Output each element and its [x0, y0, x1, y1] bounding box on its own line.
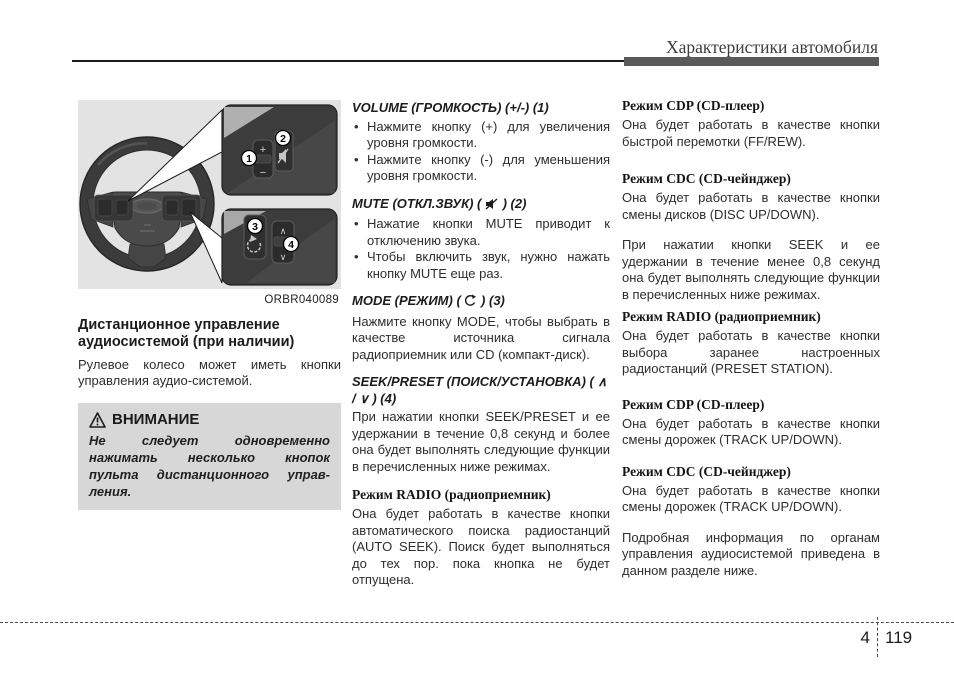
page-title: Характеристики автомобиля: [665, 37, 878, 57]
section-cdc-mode: [622, 170, 880, 223]
svg-text:1: 1: [246, 153, 252, 165]
column-left: [78, 100, 341, 510]
section-body: Она будет работать в качестве кнопки автоматического поиска радиостанций (AUTO SEEK). Поиск будет выполняться до тех пор. пока кнопка не будет отпущена.: [352, 506, 610, 587]
callout-3: [248, 219, 263, 234]
section-heading: MODE (РЕЖИМ) ( ) (3): [352, 293, 610, 312]
section-cdc-mode-2: [622, 463, 880, 516]
section-heading: Режим CDC (CD-чейнджер): [622, 463, 791, 479]
section-body: Она будет работать в качестве кнопки быстрой перемотки (FF/REW).: [622, 117, 880, 149]
paragraph-more-info: Подробная информация по органам управления аудиосистемой приведена в данном разделе ниже.: [622, 529, 880, 578]
chapter-number: 4: [860, 628, 870, 647]
section-heading: Режим CDP (CD-плеер): [622, 396, 765, 412]
list-item: • Нажатие кнопки MUTE приводит к отключению звука.: [354, 216, 610, 248]
figure-caption: ORBR040089: [264, 294, 339, 306]
section-heading: Режим CDC (CD-чейнджер): [622, 171, 791, 186]
section-heading: Режим RADIO (радиоприемник): [352, 487, 551, 502]
callout-1: [242, 151, 257, 166]
column-right: [622, 97, 880, 579]
section-body: Она будет работать в качестве кнопки смены дисков (DISC UP/DOWN).: [622, 190, 880, 222]
callout-4: [284, 237, 299, 252]
section-heading: Дистанционное управление аудиосистемой (при наличии): [78, 316, 295, 350]
warning-text: Не следует одновременно нажимать несколько кнопок пульта дистанционного управ-ления.: [89, 433, 330, 499]
footer-divider: [877, 617, 878, 657]
steering-wheel-figure: [78, 100, 341, 289]
warning-title-row: [89, 412, 330, 429]
section-heading: Режим RADIO (радиоприемник): [622, 309, 821, 324]
column-middle: [352, 100, 610, 600]
section-mute: [352, 196, 610, 283]
section-radio-mode: [352, 486, 610, 589]
footer-dashed-rule: [0, 622, 954, 623]
warning-title: ВНИМАНИЕ: [112, 410, 200, 428]
volume-minus-label: −: [259, 167, 267, 179]
seek-up-label: ∧: [279, 226, 287, 236]
section-cdp-mode: [622, 97, 880, 150]
mute-speaker-icon: [485, 198, 499, 215]
section-body: При нажатии кнопки SEEK/PRESET и ее удержании в течение 0,8 секунд и более она будет выполнять следующие функции в перечисленных ниже режимах.: [352, 409, 610, 474]
callout-2: [276, 131, 291, 146]
section-heading: VOLUME (ГРОМКОСТЬ) (+/-) (1): [352, 100, 549, 115]
volume-plus-label: +: [259, 144, 267, 156]
section-cdp-mode-2: [622, 396, 880, 449]
section-volume: [352, 100, 610, 185]
mode-cycle-icon: [464, 294, 477, 312]
svg-text:2: 2: [280, 133, 286, 145]
section-heading: Режим CDP (CD-плеер): [622, 98, 765, 113]
section-intro: Рулевое колесо может иметь кнопки управления аудио-системой.: [78, 356, 341, 388]
svg-text:4: 4: [288, 239, 294, 251]
svg-text:3: 3: [252, 221, 258, 233]
header-rule-thick: [624, 57, 879, 66]
list-item: • Чтобы включить звук, нужно нажать кнопку MUTE еще раз.: [354, 249, 610, 281]
section-body: Она будет работать в качестве кнопки выбора заранее настроенных радиостанций (PRESET STATION).: [622, 328, 880, 376]
paragraph-seek-short-press: При нажатии кнопки SEEK и ее удержании в течение менее 0,8 секунд она будет выполнять следующие функции в перечисленных ниже режимах.: [622, 237, 880, 302]
seek-down-label: ∨: [279, 252, 287, 262]
section-body: Она будет работать в качестве кнопки смены дорожек (TRACK UP/DOWN).: [622, 415, 880, 447]
section-mode: [352, 293, 610, 363]
section-seek-preset: [352, 374, 610, 475]
section-heading: MUTE (ОТКЛ.ЗВУК) ( ) (2): [352, 196, 610, 215]
inset-mode-seek: [222, 209, 337, 285]
section-body: Она будет работать в качестве кнопки смены дорожек (TRACK UP/DOWN).: [622, 482, 880, 514]
section-heading: SEEK/PRESET (ПОИСК/УСТАНОВКА) ( ∧ / ∨ ) (4): [352, 374, 607, 406]
page-number: 119: [885, 628, 913, 647]
inset-volume-mute: [222, 105, 337, 195]
list-item: • Нажмите кнопку (-) для уменьшения уровня громкости.: [354, 151, 610, 183]
section-body: Нажмите кнопку MODE, чтобы выбрать в качестве источника сигнала радиоприемник или CD (компакт-диск).: [352, 313, 610, 362]
section-radio-mode: [622, 308, 880, 378]
steering-wheel-illustration: [78, 100, 341, 289]
header-rule-thin: [72, 60, 624, 62]
list-item: • Нажмите кнопку (+) для увеличения уровня громкости.: [354, 118, 610, 150]
warning-triangle-icon: [89, 412, 106, 428]
warning-box: [78, 403, 341, 511]
